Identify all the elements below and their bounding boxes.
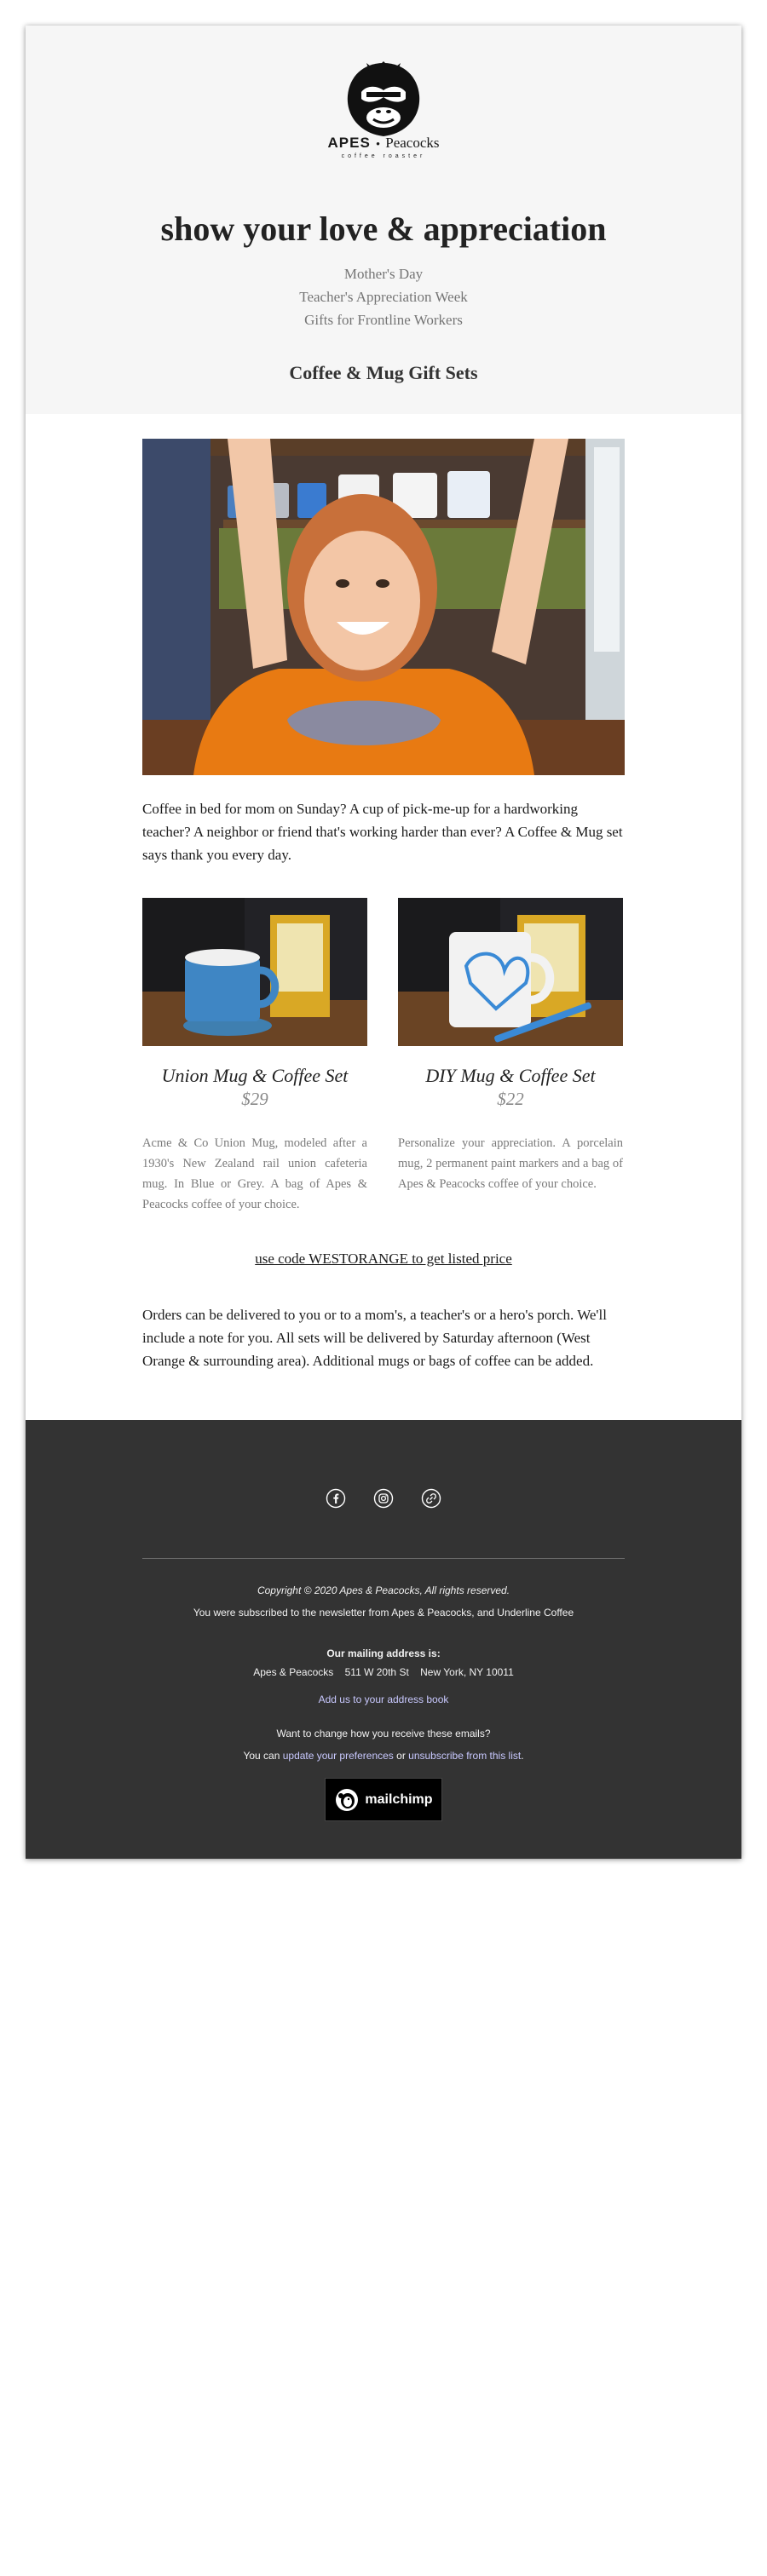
preferences-line bbox=[26, 1749, 741, 1763]
prefs-suffix: . bbox=[521, 1750, 524, 1762]
product-description: Personalize your appreciation. A porcelain mug, 2 permanent paint markers and a bag of Apes & Peacocks coffee of your choice. bbox=[398, 1136, 623, 1191]
hero-photo bbox=[142, 439, 625, 775]
brand-name-bold: APES bbox=[327, 135, 371, 151]
subscription-notice: You were subscribed to the newsletter from Apes & Peacocks, and Underline Coffee bbox=[193, 1607, 574, 1619]
section-title: Coffee & Mug Gift Sets bbox=[289, 362, 478, 383]
page-headline: show your love & appreciation bbox=[160, 210, 607, 248]
mailchimp-badge[interactable] bbox=[325, 1778, 442, 1821]
delivery-paragraph: Orders can be delivered to you or to a mom's, a teacher's or a hero's porch. We'll include a note for you. All sets will be delivered by Saturday afternoon (West Orange & surrounding area). Additional mugs or bags of coffee can be added. bbox=[142, 1307, 607, 1369]
unsubscribe-link[interactable]: unsubscribe from this list bbox=[408, 1750, 522, 1762]
brand-tagline: coffee roaster bbox=[341, 153, 426, 159]
product-price: $22 bbox=[497, 1089, 524, 1109]
facebook-icon[interactable] bbox=[326, 1488, 346, 1509]
brand-separator: • bbox=[376, 137, 380, 150]
address-name: Apes & Peacocks bbox=[253, 1666, 334, 1678]
prefs-or: or bbox=[393, 1750, 409, 1762]
brand-wordmark bbox=[26, 135, 741, 152]
copyright-text: Copyright © 2020 Apes & Peacocks, All rights reserved. bbox=[257, 1584, 510, 1596]
hero-section bbox=[26, 26, 741, 414]
address-city: New York, NY 10011 bbox=[420, 1666, 514, 1678]
occasion-item: Mother's Day bbox=[343, 266, 424, 282]
email-container bbox=[26, 26, 741, 1859]
mailing-address bbox=[26, 1665, 741, 1680]
product-name[interactable]: Union Mug & Coffee Set bbox=[161, 1065, 349, 1086]
footer-divider bbox=[142, 1558, 625, 1559]
product-description: Acme & Co Union Mug, modeled after a 1930's New Zealand rail union cafeteria mug. In Blue or Grey. A bag of Apes & Peacocks coffee of your choice. bbox=[142, 1136, 367, 1211]
footer bbox=[26, 1420, 741, 1859]
change-emails-prompt: Want to change how you receive these emails? bbox=[276, 1728, 491, 1739]
occasion-item: Teacher's Appreciation Week bbox=[299, 289, 468, 305]
intro-paragraph: Coffee in bed for mom on Sunday? A cup of pick-me-up for a hardworking teacher? A neighbor or friend that's working harder than ever? A Coffee & Mug set says thank you every day. bbox=[142, 801, 623, 863]
product-photo[interactable] bbox=[142, 898, 367, 1046]
instagram-icon[interactable] bbox=[373, 1488, 394, 1509]
promo-code-link[interactable]: use code WESTORANGE to get listed price bbox=[255, 1251, 512, 1267]
brand-name-script: Peacocks bbox=[385, 135, 440, 151]
product-price: $29 bbox=[241, 1089, 268, 1109]
product-card[interactable] bbox=[142, 898, 367, 1215]
mailing-address-label: Our mailing address is: bbox=[326, 1647, 441, 1659]
mailchimp-wordmark: mailchimp bbox=[365, 1791, 433, 1807]
prefs-prefix: You can bbox=[243, 1750, 283, 1762]
address-street: 511 W 20th St bbox=[344, 1666, 409, 1678]
occasion-item: Gifts for Frontline Workers bbox=[304, 312, 463, 328]
mailchimp-logo-icon bbox=[334, 1787, 360, 1813]
website-link-icon[interactable] bbox=[421, 1488, 441, 1509]
occasions-list bbox=[26, 262, 741, 331]
update-preferences-link[interactable]: update your preferences bbox=[282, 1750, 394, 1762]
product-card[interactable] bbox=[398, 898, 623, 1194]
product-name[interactable]: DIY Mug & Coffee Set bbox=[425, 1065, 596, 1086]
add-to-address-book-link[interactable]: Add us to your address book bbox=[318, 1693, 449, 1705]
product-photo[interactable] bbox=[398, 898, 623, 1046]
